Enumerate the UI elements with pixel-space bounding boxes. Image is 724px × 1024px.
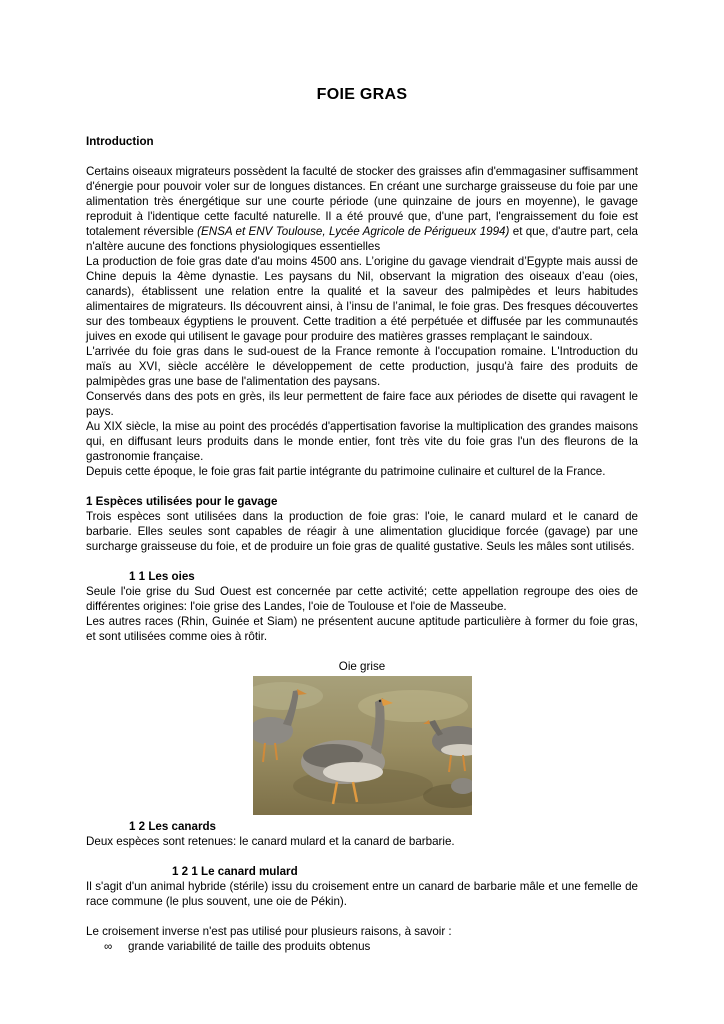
section-1-2-text: Deux espèces sont retenues: le canard mulard et la canard de barbarie.: [86, 835, 455, 848]
section-1-2-1-paragraph-1: Il s'agit d'un animal hybride (stérile) issu du croisement entre un canard de barbarie mâle et une femelle de race commune (le plus souvent, une oie de Pékin).: [86, 880, 638, 908]
section-1-1-heading: 1 1 Les oies: [129, 570, 195, 583]
goose-photo: [253, 676, 472, 815]
section-1-heading: 1 Espèces utilisées pour le gavage: [86, 495, 278, 508]
section-1-1-paragraph-1: Seule l'oie grise du Sud Ouest est concernée par cette activité; cette appellation regroupe des oies de différentes origines: l'oie grise des Landes, l'oie de Toulouse et l'oie de Masseube.: [86, 585, 638, 613]
intro-paragraph-4: Conservés dans des pots en grès, ils leur permettent de faire face aux périodes de disette qui ravagent le pays.: [86, 390, 638, 418]
section-1-2-1-paragraph-2: Le croisement inverse n'est pas utilisé pour plusieurs raisons, à savoir :: [86, 925, 452, 938]
document-body: [86, 134, 638, 954]
intro-paragraph-5: Au XIX siècle, la mise au point des procédés d'appertisation favorise la multiplication des grandes maisons qui, en diffusant leurs produits dans le monde entier, font très vite du foie gras l'un des fleurons de la gastronomie française.: [86, 420, 638, 463]
bullet-item: [86, 939, 638, 954]
section-1-2-heading: 1 2 Les canards: [129, 820, 217, 833]
page-title: FOIE GRAS: [316, 86, 408, 103]
section-1-text: Trois espèces sont utilisées dans la production de foie gras: l'oie, le canard mulard et le canard de barbarie. Elles seules sont capables de réagir à une alimentation glucidique forcée (gavage) par une surcharge graisseuse du foie, et de produire un foie gras de qualité gustative. Seuls les mâles sont utilisés.: [86, 510, 638, 553]
intro-heading: Introduction: [86, 135, 154, 148]
intro-paragraph-3: L'arrivée du foie gras dans le sud-ouest de la France remonte à l'occupation romaine. L'Introduction du maïs au XVI, siècle accélère le développement de cette production, jusqu'à faire des produits de palmipèdes gras une base de l'alimentation des paysans.: [86, 345, 638, 388]
bullet-text: grande variabilité de taille des produits obtenus: [128, 940, 371, 953]
figure-caption: Oie grise: [338, 660, 386, 673]
intro-reference: (ENSA et ENV Toulouse, Lycée Agricole de Périgueux 1994): [197, 225, 510, 238]
intro-paragraph-1: Certains oiseaux migrateurs possèdent la faculté de stocker des graisses afin d'emmagasiner suffisamment d'énergie pour pouvoir voler sur de longues distances. En créant une surcharge graisseuse du foie par une alimentation très énergétique sur une courte période (une quinzaine de jours en moyenne), le gavage reproduit à l'identique cette faculté naturelle. Il a été prouvé que, d'une part, l'engraissement du foie est totalement réversible (ENSA et ENV Toulouse, Lycée Agricole de Périgueux 1994) et que, d'autre part, cela n'altère aucune des fonctions physiologiques essentielles: [86, 165, 638, 253]
section-1-2-1-heading: 1 2 1 Le canard mulard: [172, 865, 298, 878]
intro-paragraph-2: La production de foie gras date d'au moins 4500 ans. L’origine du gavage viendrait d’Egypte mais aussi de Chine depuis la 4ème dynastie. Les paysans du Nil, observant la migration des oiseaux d’eau (oies, canards), établissent une relation entre la qualité et la saveur des palmipèdes et leurs habitudes alimentaires de migrateurs. Ils découvrent ainsi, à l’insu de l’animal, le foie gras. Des fresques découvertes sur des tombeaux égyptiens le prouvent. Cette tradition a été perpétuée et diffusée par les communautés juives en exode qui utilisent le gavage pour produire des matières grasses remplaçant le saindoux.: [86, 255, 638, 343]
section-1-1-paragraph-2: Les autres races (Rhin, Guinée et Siam) ne présentent aucune aptitude particulière à former du foie gras, et sont utilisées comme oies à rôtir.: [86, 615, 638, 643]
intro-paragraph-6: Depuis cette époque, le foie gras fait partie intégrante du patrimoine culinaire et culturel de la France.: [86, 465, 606, 478]
bullet-symbol: ∞: [104, 940, 113, 953]
